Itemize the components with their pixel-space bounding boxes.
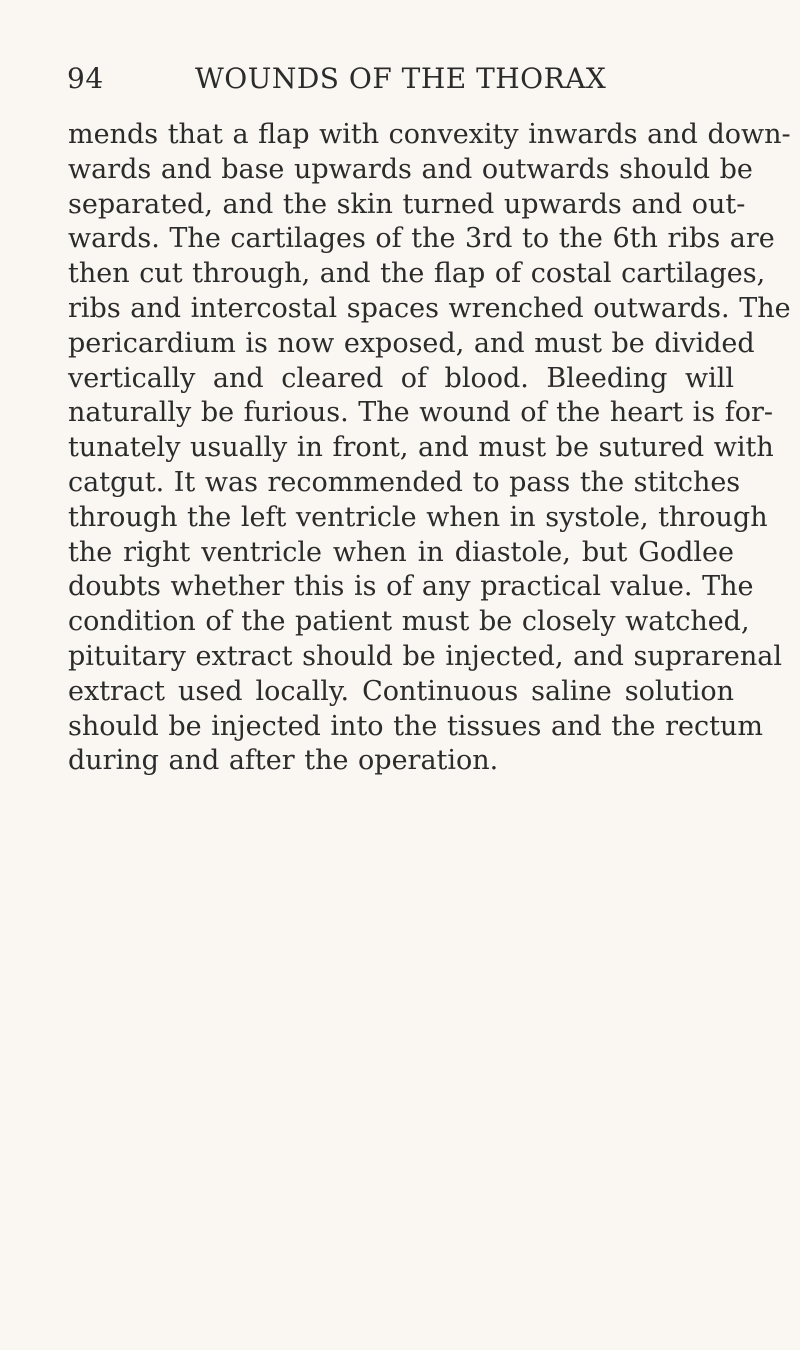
text-line: pericardium is now exposed, and must be divided [68,327,755,359]
text-line: then cut through, and the flap of costal cartilages, [68,258,766,290]
text-line: through the left ventricle when in systole, through [68,501,768,533]
text-line: vertically and cleared of blood. Bleeding will [68,362,734,394]
text-line: wards. The cartilages of the 3rd to the 6th ribs are [68,223,775,255]
body-text [68,118,791,779]
text-line: condition of the patient must be closely watched, [68,606,750,638]
text-line: ribs and intercostal spaces wrenched outwards. The [68,292,791,324]
text-line: catgut. It was recommended to pass the stitches [68,466,741,498]
text-line: extract used locally. Continuous saline solution [68,675,734,707]
text-line: should be injected into the tissues and the rectum [68,710,763,742]
page-header [67,62,733,106]
text-line: mends that a flap with convexity inwards and down- [68,119,791,150]
text-line: the right ventricle when in diastole, but Godlee [68,536,734,568]
text-line: wards and base upwards and outwards should be [68,153,753,185]
text-line: doubts whether this is of any practical value. The [68,571,754,603]
text-line: naturally be furious. The wound of the heart is for- [68,397,774,429]
running-title: WOUNDS OF THE THORAX [195,62,607,95]
text-line: separated, and the skin turned upwards and out- [68,188,746,220]
text-line: pituitary extract should be injected, and suprarenal [68,640,782,672]
text-line: during and after the operation. [68,745,499,777]
text-line: tunately usually in front, and must be sutured with [68,432,774,464]
page-number: 94 [67,62,104,95]
